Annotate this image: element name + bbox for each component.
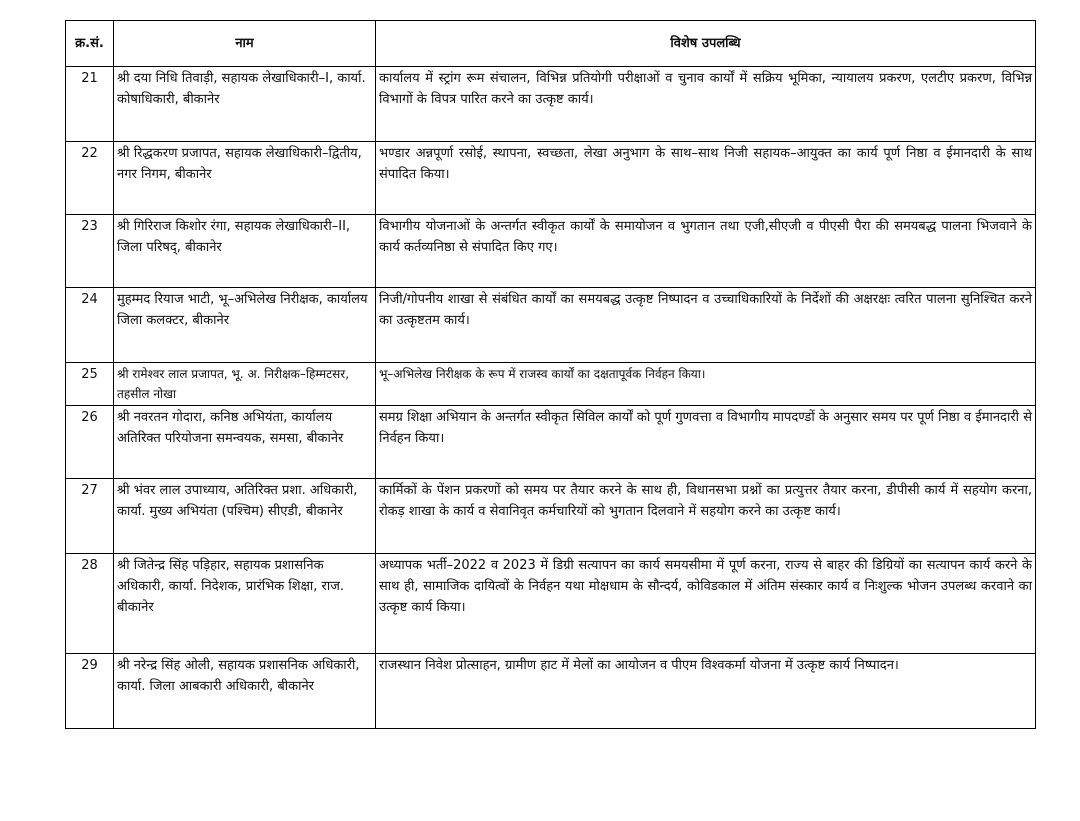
name-cell: मुहम्मद रियाज भाटी, भू–अभिलेख निरीक्षक, कार्यालय जिला कलक्टर, बीकानेर: [114, 288, 376, 363]
achievement-cell: कार्मिकों के पेंशन प्रकरणों को समय पर तैयार करने के साथ ही, विधानसभा प्रश्नों का प्रत्युत्तर तैयार करना, डीपीसी कार्य में सहयोग करना, रोकड़ शाखा के कार्य व सेवानिवृत कर्मचारियों को भुगतान दिलवाने में सहयोग करने का उत्कृष्ट कार्य।: [376, 479, 1036, 554]
achievement-cell: भण्डार अन्नपूर्णा रसोई, स्थापना, स्वच्छता, लेखा अनुभाग के साथ–साथ निजी सहायक–आयुक्त का कार्य पूर्ण निष्ठा व ईमानदारी के साथ संपादित किया।: [376, 142, 1036, 215]
achievement-cell: कार्यालय में स्ट्रांग रूम संचालन, विभिन्न प्रतियोगी परीक्षाओं व चुनाव कार्यों में सक्रिय भूमिका, न्यायालय प्रकरण, एलटीए प्रकरण, विभिन्न विभागों के विपत्र पारित करने का उत्कृष्ट कार्य।: [376, 67, 1036, 142]
serial-cell: 28: [66, 554, 114, 654]
name-cell: श्री नरेन्द्र सिंह ओली, सहायक प्रशासनिक अधिकारी, कार्या. जिला आबकारी अधिकारी, बीकानेर: [114, 654, 376, 729]
serial-cell: 21: [66, 67, 114, 142]
table-row: [66, 67, 1036, 142]
achievement-cell: विभागीय योजनाओं के अन्तर्गत स्वीकृत कार्यों के समायोजन व भुगतान तथा एजी,सीएजी व पीएसी पैरा की समयबद्ध पालना भिजवाने के कार्य कर्तव्यनिष्ठा से संपादित किए गए।: [376, 215, 1036, 288]
header-name: नाम: [114, 21, 376, 67]
table-row: [66, 142, 1036, 215]
table-row: [66, 654, 1036, 729]
header-achievement: विशेष उपलब्धि: [376, 21, 1036, 67]
serial-cell: 26: [66, 406, 114, 479]
achievement-cell: भू–अभिलेख निरीक्षक के रूप में राजस्व कार्यों का दक्षतापूर्वक निर्वहन किया।: [376, 363, 1036, 406]
name-cell: श्री गिरिराज किशोर रंगा, सहायक लेखाधिकारी–II, जिला परिषद्, बीकानेर: [114, 215, 376, 288]
name-cell: श्री रामेश्वर लाल प्रजापत, भू. अ. निरीक्षक–हिम्मटसर, तहसील नोखा: [114, 363, 376, 406]
table-row: [66, 554, 1036, 654]
achievement-cell: अध्यापक भर्ती–2022 व 2023 में डिग्री सत्यापन का कार्य समयसीमा में पूर्ण करना, राज्य से बाहर की डिग्रियों का सत्यापन कार्य करने के साथ ही, सामाजिक दायित्वों के निर्वहन यथा मोक्षधाम के सौन्दर्य, कोविडकाल में अंतिम संस्कार कार्य व निःशुल्क भोजन उपलब्ध करवाने का उत्कृष्ट कार्य किया।: [376, 554, 1036, 654]
serial-cell: 22: [66, 142, 114, 215]
awards-table: [65, 20, 1036, 729]
table-row: [66, 363, 1036, 406]
achievement-cell: समग्र शिक्षा अभियान के अन्तर्गत स्वीकृत सिविल कार्यों को पूर्ण गुणवत्ता व विभागीय मापदण्डों के अनुसार समय पर पूर्ण निष्ठा व ईमानदारी से निर्वहन किया।: [376, 406, 1036, 479]
serial-cell: 23: [66, 215, 114, 288]
serial-cell: 25: [66, 363, 114, 406]
serial-cell: 24: [66, 288, 114, 363]
achievement-cell: राजस्थान निवेश प्रोत्साहन, ग्रामीण हाट में मेलों का आयोजन व पीएम विश्वकर्मा योजना में उत्कृष्ट कार्य निष्पादन।: [376, 654, 1036, 729]
table-row: [66, 288, 1036, 363]
table-header-row: [66, 21, 1036, 67]
name-cell: श्री नवरतन गोदारा, कनिष्ठ अभियंता, कार्यालय अतिरिक्त परियोजना समन्वयक, समसा, बीकानेर: [114, 406, 376, 479]
serial-cell: 27: [66, 479, 114, 554]
table-row: [66, 406, 1036, 479]
name-cell: श्री दया निधि तिवाड़ी, सहायक लेखाधिकारी–I, कार्या. कोषाधिकारी, बीकानेर: [114, 67, 376, 142]
table-row: [66, 479, 1036, 554]
header-serial: क्र.सं.: [66, 21, 114, 67]
achievement-cell: निजी/गोपनीय शाखा से संबंधित कार्यों का समयबद्ध उत्कृष्ट निष्पादन व उच्चाधिकारियों के निर्देशों की अक्षरक्षः त्वरित पालना सुनिश्चित करने का उत्कृष्टतम कार्य।: [376, 288, 1036, 363]
serial-cell: 29: [66, 654, 114, 729]
name-cell: श्री रिद्धकरण प्रजापत, सहायक लेखाधिकारी–द्वितीय, नगर निगम, बीकानेर: [114, 142, 376, 215]
table-row: [66, 215, 1036, 288]
name-cell: श्री भंवर लाल उपाध्याय, अतिरिक्त प्रशा. अधिकारी, कार्या. मुख्य अभियंता (पश्चिम) सीएडी, बीकानेर: [114, 479, 376, 554]
name-cell: श्री जितेन्द्र सिंह पड़िहार, सहायक प्रशासनिक अधिकारी, कार्या. निदेशक, प्रारंभिक शिक्षा, राज. बीकानेर: [114, 554, 376, 654]
